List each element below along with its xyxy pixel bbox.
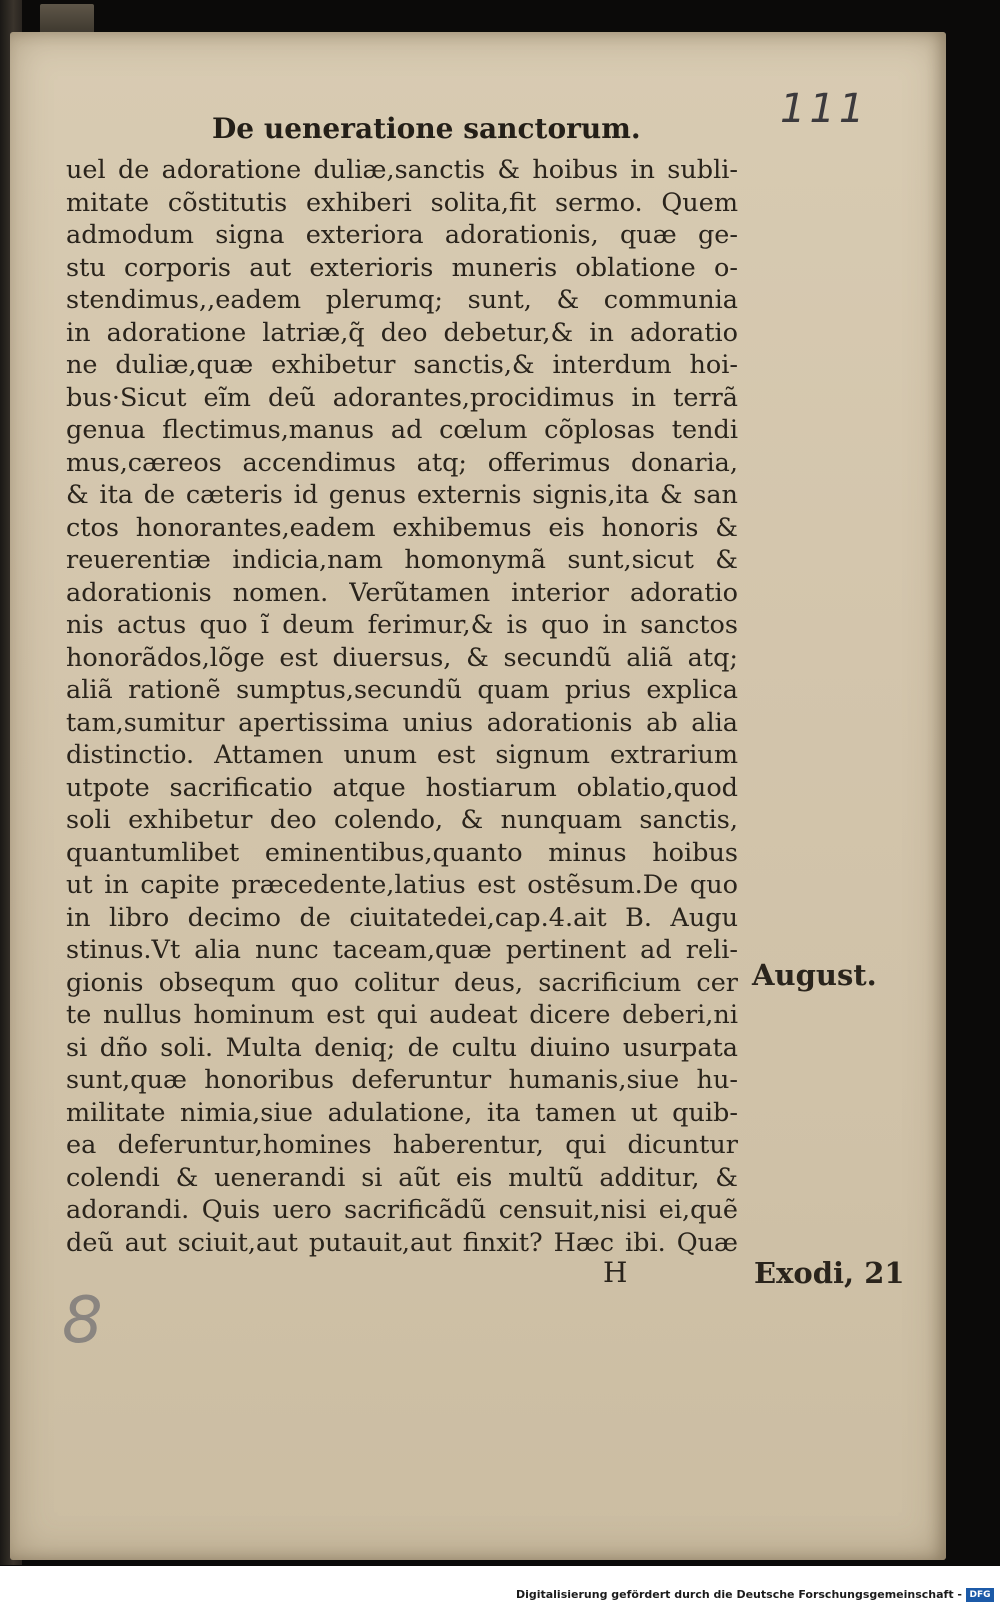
text-line: nis actus quo ĩ deum ferimur,& is quo in sanctos: [66, 610, 738, 640]
text-line: stu corporis aut exterioris muneris oblatione o-: [66, 252, 738, 283]
folio-number: 111: [780, 86, 869, 132]
text-line: & ita de cæteris id genus externis signis,ita & san: [66, 480, 738, 510]
text-line: uel de adoratione duliæ,sanctis & hoibus in subli-: [66, 155, 738, 185]
text-line: utpote sacrificatio atque hostiarum oblatio,quod: [66, 772, 738, 803]
margin-note-exodi: Exodi, 21: [754, 1256, 905, 1290]
text-line: soli exhibetur deo colendo, & nunquam sanctis,: [66, 805, 738, 835]
dfg-logo: DFG: [966, 1588, 994, 1602]
signature-mark: H: [603, 1256, 628, 1289]
text-line: in adoratione latriæ,q̃ deo debetur,& in adoratio: [66, 317, 738, 348]
text-line: adorationis nomen. Verũtamen interior adoratio: [66, 577, 738, 608]
text-line: te nullus hominum est qui audeat dicere deberi,ni: [66, 1000, 738, 1030]
body-text: [66, 154, 738, 1259]
text-line: genua flectimus,manus ad cœlum cõplosas tendi: [66, 415, 738, 445]
text-line: ea deferuntur,homines haberentur, qui dicuntur: [66, 1130, 738, 1160]
text-line: tam,sumitur apertissima unius adorationis ab alia: [66, 707, 738, 738]
text-line: honorãdos,lõge est diuersus, & secundũ aliã atq;: [66, 642, 738, 673]
text-line: ne duliæ,quæ exhibetur sanctis,& interdum hoi-: [66, 350, 738, 380]
text-line: aliã rationẽ sumptus,secundũ quam prius explica: [66, 675, 738, 705]
text-line: si dño soli. Multa deniq; de cultu diuino usurpata: [66, 1032, 738, 1063]
margin-note-august: August.: [752, 958, 877, 992]
text-line: distinctio. Attamen unum est signum extrarium: [66, 740, 738, 770]
digitization-footer: [0, 1566, 1000, 1612]
text-line: stendimus,,eadem plerumq; sunt, & communia: [66, 285, 738, 315]
text-line: bus·Sicut eĩm deũ adorantes,procidimus in terrã: [66, 382, 738, 413]
text-line: mitate cõstitutis exhiberi solita,fit sermo. Quem: [66, 187, 738, 218]
text-line: gionis obsequm quo colitur deus, sacrificium cer: [66, 967, 738, 998]
text-line: reuerentiæ indicia,nam homonymã sunt,sicut &: [66, 545, 738, 575]
pencil-mark: 8: [62, 1284, 103, 1358]
running-head: De ueneratione sanctorum.: [212, 112, 641, 145]
funding-credit: Digitalisierung gefördert durch die Deutsche Forschungsgemeinschaft -: [515, 1588, 962, 1601]
text-line: ut in capite præcedente,latius est ostẽsum.De quo: [66, 870, 738, 900]
text-line: sunt,quæ honoribus deferuntur humanis,siue hu-: [66, 1065, 738, 1095]
text-line: stinus.Vt alia nunc taceam,quæ pertinent ad reli-: [66, 935, 738, 965]
text-line: militate nimia,siue adulatione, ita tamen ut quib-: [66, 1097, 738, 1128]
text-line: quantumlibet eminentibus,quanto minus hoibus: [66, 837, 738, 868]
text-line: adorandi. Quis uero sacrificãdũ censuit,nisi ei,quẽ: [66, 1195, 738, 1225]
text-line: colendi & uenerandi si aũt eis multũ additur, &: [66, 1162, 738, 1193]
text-line: mus,cæreos accendimus atq; offerimus donaria,: [66, 447, 738, 478]
text-line: ctos honorantes,eadem exhibemus eis honoris &: [66, 512, 738, 543]
text-line: admodum signa exteriora adorationis, quæ ge-: [66, 220, 738, 250]
text-line: deũ aut sciuit,aut putauit,aut finxit? Hæc ibi. Quæ: [66, 1227, 738, 1258]
text-line: in libro decimo de ciuitatedei,cap.4.ait B. Augu: [66, 902, 738, 933]
